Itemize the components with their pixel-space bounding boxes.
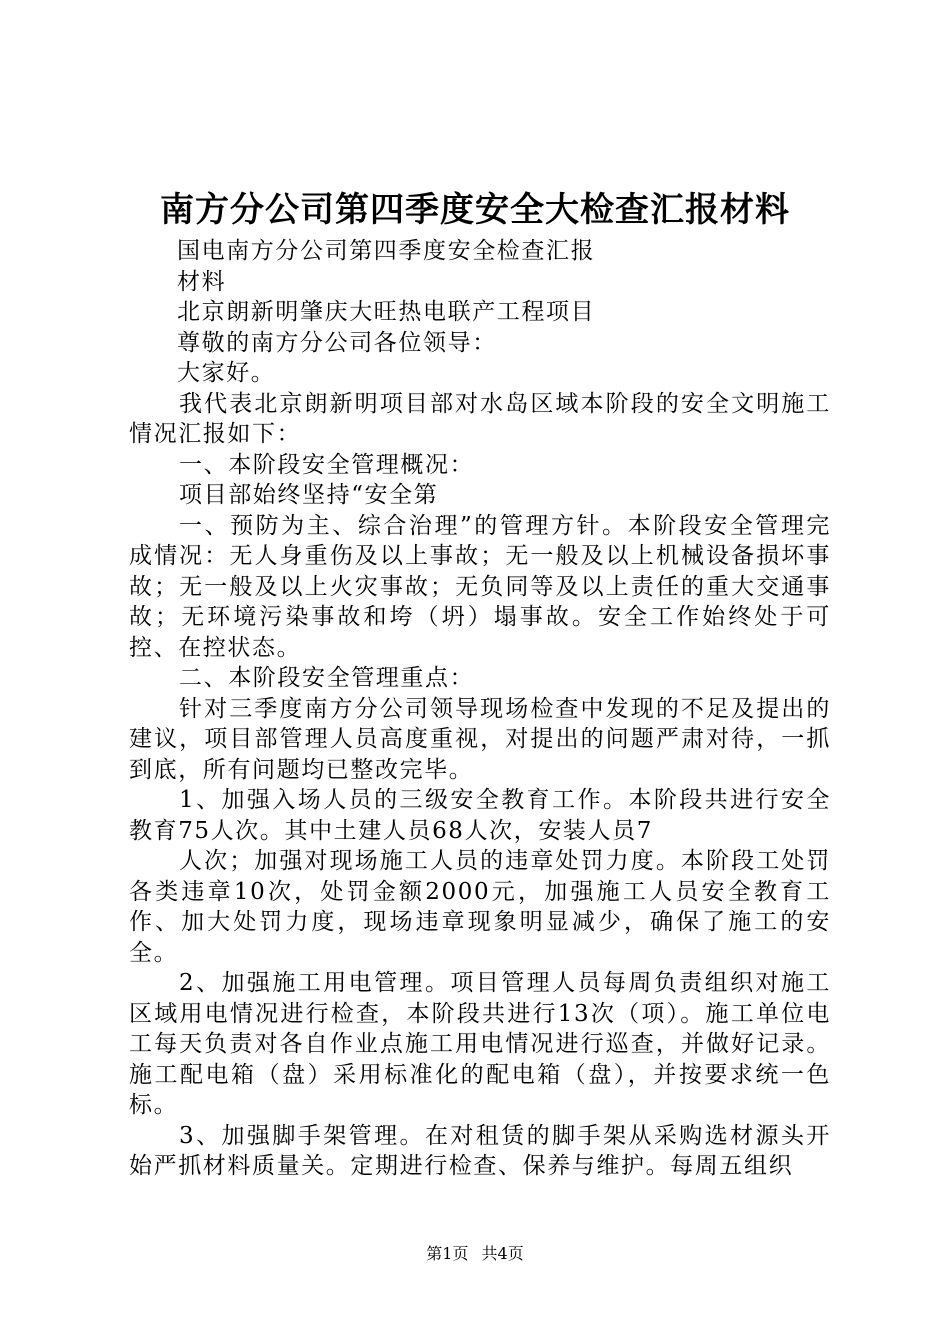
- paragraph-item-2: 2、加强施工用电管理。项目管理人员每周负责组织对施工区域用电情况进行检查，本阶段共进行13次（项）。施工单位电工每天负责对各自作业点施工用电情况进行巡查，并做好记录。施工配电箱（盘）采用标准化的配电箱（盘），并按要求统一色标。: [129, 970, 831, 1118]
- page-number: 第1页: [426, 1244, 469, 1263]
- paragraph-item-1: 1、加强入场人员的三级安全教育工作。本阶段共进行安全教育75人次。其中土建人员68人次，安装人员7: [129, 787, 831, 844]
- page-footer: [0, 1243, 950, 1265]
- paragraph-item-3: 3、加强脚手架管理。在对租赁的脚手架从采购选材源头开始严抓材料质量关。定期进行检查、保养与维护。每周五组织: [129, 1122, 831, 1179]
- document-title: 南方分公司第四季度安全大检查汇报材料: [160, 190, 790, 230]
- document-body: [129, 236, 831, 1182]
- section-heading-focus: 二、本阶段安全管理重点：: [179, 665, 475, 691]
- paragraph-intro: 我代表北京朗新明项目部对水岛区域本阶段的安全文明施工情况汇报如下：: [129, 390, 831, 447]
- paragraph-greeting: 大家好。: [177, 360, 276, 386]
- paragraph-policy-start: 项目部始终坚持“安全第: [179, 482, 439, 508]
- paragraph-project-name: 北京朗新明肇庆大旺热电联产工程项目: [177, 299, 596, 325]
- paragraph-item-1-cont: 人次；加强对现场施工人员的违章处罚力度。本阶段工处罚各类违章10次，处罚金额2000元，加强施工人员安全教育工作、加大处罚力度，现场违章现象明显减少，确保了施工的安全。: [129, 848, 831, 966]
- paragraph-subtitle-line2: 材料: [177, 268, 227, 295]
- paragraph-salutation: 尊敬的南方分公司各位领导：: [177, 329, 497, 356]
- page-total: 共4页: [481, 1244, 524, 1263]
- paragraph-policy: 一、预防为主、综合治理”的管理方针。本阶段安全管理完成情况：无人身重伤及以上事故；无一般及以上机械设备损坏事故；无一般及以上火灾事故；无负同等及以上责任的重大交通事故；无环境污染事故和垮（坍）塌事故。安全工作始终处于可控、在控状态。: [129, 512, 831, 661]
- paragraph-subtitle-line1: 国电南方分公司第四季度安全检查汇报: [177, 238, 596, 264]
- paragraph-rectification: 针对三季度南方分公司领导现场检查中发现的不足及提出的建议，项目部管理人员高度重视，对提出的问题严肃对待，一抓到底，所有问题均已整改完毕。: [129, 695, 831, 783]
- section-heading-overview: 一、本阶段安全管理概况：: [179, 451, 475, 478]
